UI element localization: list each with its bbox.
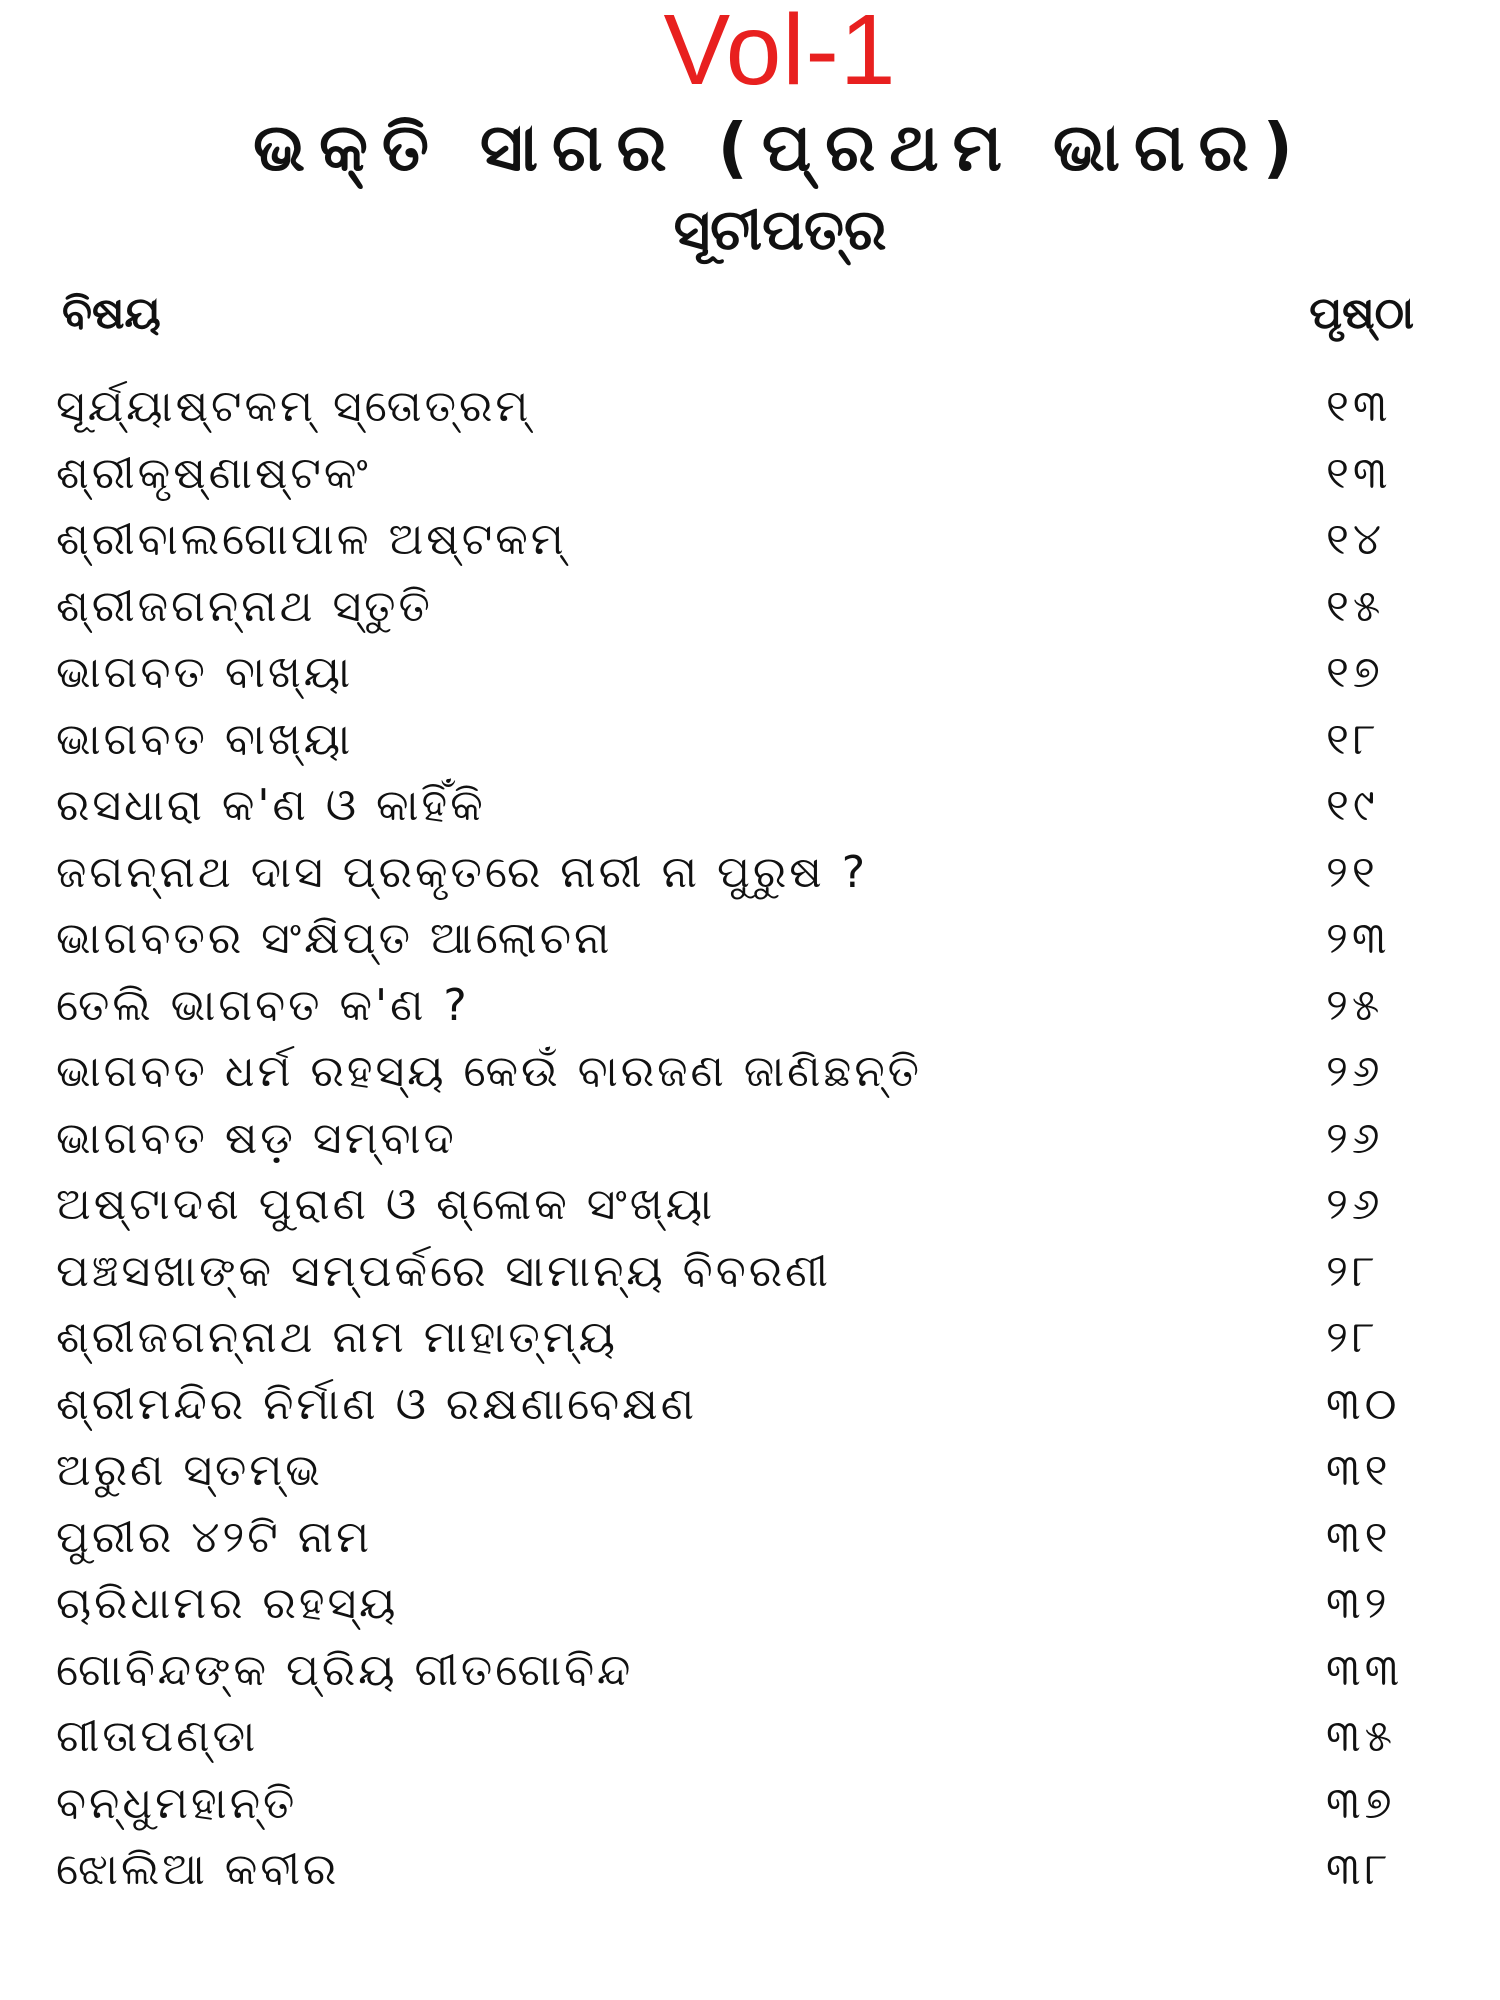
toc-row [56, 1305, 1416, 1372]
toc-row [56, 574, 1416, 641]
toc-topic: ଶ୍ରୀକୃଷ୍ଣାଷ୍ଟକଂ [56, 447, 371, 499]
toc-row [56, 1438, 1416, 1505]
toc-page-number: ୨୮ [1326, 1245, 1379, 1297]
toc-topic: ଭାଗବତ ବାଖ୍ୟା [56, 713, 354, 765]
topic-column-header: ବିଷୟ [62, 288, 161, 339]
toc-page-number: ୩୭ [1326, 1777, 1396, 1829]
toc-topic: ଗୋବିନ୍ଦଙ୍କ ପ୍ରିୟ ଗୀତଗୋବିନ୍ଦ [56, 1644, 634, 1696]
toc-page-number: ୧୪ [1326, 514, 1386, 566]
toc-row [56, 1837, 1416, 1904]
contents-heading: ସୂଚୀପତ୍ର [673, 198, 887, 263]
toc-row [56, 906, 1416, 973]
toc-page-number: ୧୯ [1326, 780, 1379, 832]
toc-page-number: ୩୮ [1326, 1844, 1392, 1896]
toc-page-number: ୨୬ [1326, 1179, 1384, 1231]
toc-row [56, 973, 1416, 1040]
toc-page-number: ୧୩ [1326, 381, 1392, 433]
toc-row [56, 507, 1416, 574]
toc-page-number: ୧୭ [1326, 647, 1384, 699]
toc-page-number: ୨୬ [1326, 1046, 1384, 1098]
toc-page-number: ୩୧ [1326, 1445, 1392, 1497]
toc-row [56, 1505, 1416, 1572]
toc-row [56, 840, 1416, 907]
toc-topic: ପୁରୀର ୪୨ଟି ନାମ [56, 1511, 373, 1563]
toc-page-number: ୨୫ [1326, 979, 1384, 1031]
toc-row [56, 1638, 1416, 1705]
toc-topic: ଝୋଲିଆ କବୀର [56, 1844, 340, 1896]
toc-topic: ଜଗନ୍ନାଥ ଦାସ ପ୍ରକୃତରେ ନାରୀ ନା ପୁରୁଷ ? [56, 846, 869, 898]
toc-row [56, 1039, 1416, 1106]
toc-row [56, 1372, 1416, 1439]
table-of-contents [56, 374, 1416, 1904]
toc-topic: ଗୀତାପଣ୍ଡା [56, 1711, 259, 1763]
toc-row [56, 1704, 1416, 1771]
toc-topic: ଭାଗବତ ଧର୍ମ ରହସ୍ୟ କେଉଁ ବାରଜଣ ଜାଣିଛନ୍ତି [56, 1046, 923, 1098]
toc-page-number: ୩୩ [1326, 1644, 1404, 1696]
toc-row [56, 374, 1416, 441]
toc-page-number: ୨୮ [1326, 1312, 1379, 1364]
toc-page-number: ୩୨ [1326, 1578, 1391, 1630]
toc-row [56, 1571, 1416, 1638]
toc-topic: ବନ୍ଧୁମହାନ୍ତି [56, 1777, 298, 1829]
toc-topic: ଅଷ୍ଟାଦଶ ପୁରାଣ ଓ ଶ୍ଳୋକ ସଂଖ୍ୟା [56, 1179, 716, 1231]
toc-page-number: ୨୩ [1326, 913, 1391, 965]
toc-row [56, 441, 1416, 508]
toc-topic: ଶ୍ରୀମନ୍ଦିର ନିର୍ମାଣ ଓ ରକ୍ଷଣାବେକ୍ଷଣ [56, 1378, 697, 1430]
toc-page-number: ୩୦ [1326, 1378, 1401, 1430]
volume-label: Vol-1 [663, 0, 897, 106]
toc-topic: ଭାଗବତ ବାଖ୍ୟା [56, 647, 354, 699]
toc-topic: ଶ୍ରୀଜଗନ୍ନାଥ ନାମ ମାହାତ୍ମ୍ୟ [56, 1312, 618, 1364]
book-title: ଭକ୍ତି ସାଗର (ପ୍ରଥମ ଭାଗର) [253, 109, 1307, 186]
toc-topic: ତେଲି ଭାଗବତ କ'ଣ ? [56, 979, 470, 1031]
toc-row [56, 1771, 1416, 1838]
toc-page-number: ୩୫ [1326, 1711, 1397, 1763]
toc-page-number: ୧୮ [1326, 713, 1380, 765]
toc-page-number: ୧୫ [1326, 580, 1385, 632]
toc-row [56, 707, 1416, 774]
toc-topic: ଶ୍ରୀବାଲଗୋପାଳ ଅଷ୍ଟକମ୍ [56, 514, 567, 566]
page-column-header: ପୃଷ୍ଠା [1309, 288, 1414, 339]
toc-topic: ପଞ୍ଚସଖାଙ୍କ ସମ୍ପର୍କରେ ସାମାନ୍ୟ ବିବରଣୀ [56, 1245, 831, 1297]
toc-page-number: ୧୩ [1326, 447, 1392, 499]
toc-page-number: ୨୬ [1326, 1112, 1384, 1164]
toc-row [56, 1106, 1416, 1173]
toc-topic: ଭାଗବତର ସଂକ୍ଷିପ୍ତ ଆଲୋଚନା [56, 913, 613, 965]
toc-topic: ଚାରିଧାମର ରହସ୍ୟ [56, 1578, 399, 1630]
toc-topic: ଅରୁଣ ସ୍ତମ୍ଭ [56, 1445, 323, 1497]
toc-row [56, 640, 1416, 707]
toc-topic: ଭାଗବତ ଷଡ଼ ସମ୍ବାଦ [56, 1112, 457, 1164]
toc-topic: ରସଧାରା କ'ଣ ଓ କାହିଁକି [56, 780, 486, 832]
toc-topic: ଶ୍ରୀଜଗନ୍ନାଥ ସ୍ତୁତି [56, 580, 433, 632]
toc-row [56, 1172, 1416, 1239]
toc-page-number: ୩୧ [1326, 1511, 1392, 1563]
toc-page-number: ୨୧ [1326, 846, 1379, 898]
toc-topic: ସୂର୍ଯ୍ୟାଷ୍ଟକମ୍ ସ୍ତୋତ୍ରମ୍ [56, 381, 532, 433]
toc-row [56, 1239, 1416, 1306]
toc-row [56, 773, 1416, 840]
